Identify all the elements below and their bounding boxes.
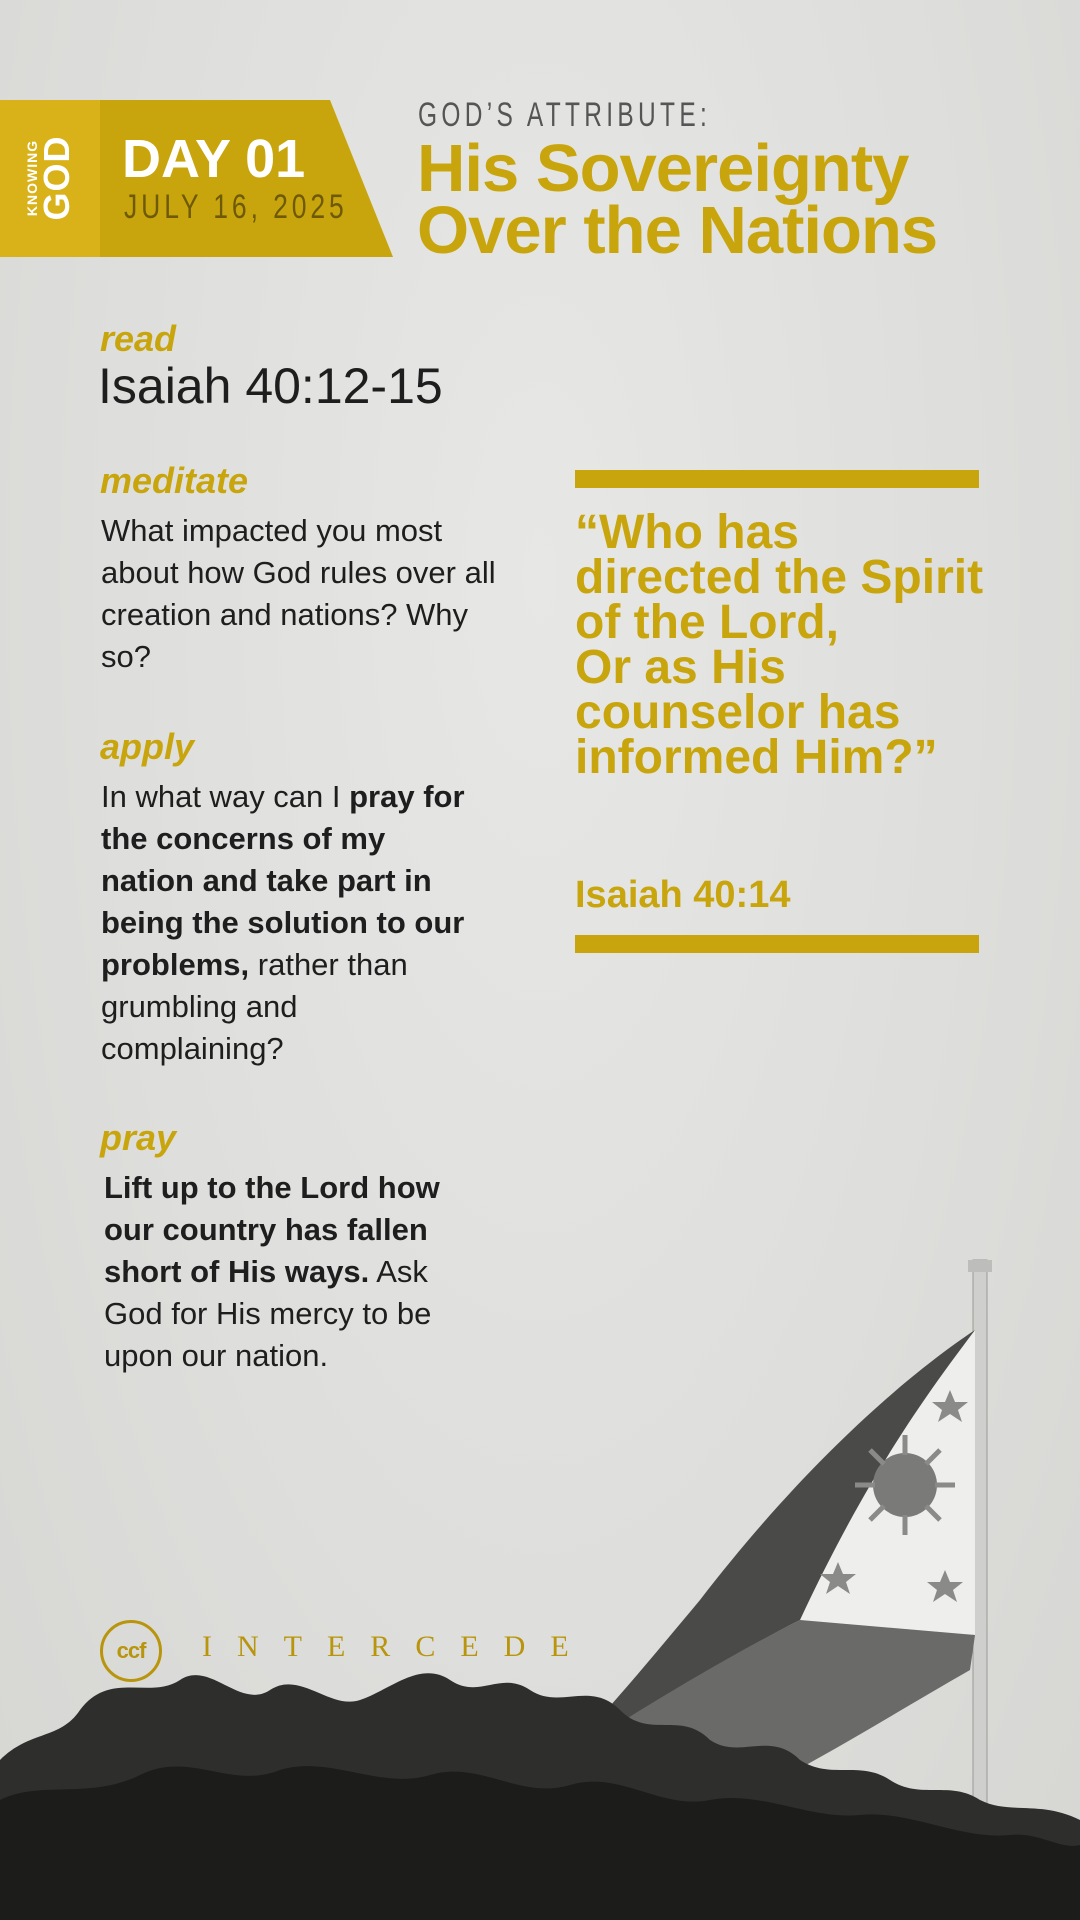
apply-text-before: In what way can I [101, 779, 350, 814]
read-reference: Isaiah 40:12-15 [98, 358, 443, 414]
quote-top-rule [575, 470, 979, 488]
apply-text-after: rather than grumbling and complaining? [101, 947, 408, 1066]
pray-text-bold: Lift up to the Lord how our country has fallen short of His ways. [104, 1170, 440, 1289]
day-label: DAY 01 [122, 129, 306, 189]
day-date: JULY 16, 2025 [124, 188, 348, 226]
flag-trees-image [0, 1240, 1080, 1920]
attribute-label: GOD’S ATTRIBUTE: [418, 96, 712, 134]
quote-text: “Who has directed the Spirit of the Lord, Or as His counselor has informed Him?” [575, 506, 984, 784]
apply-heading: apply [100, 726, 195, 767]
knowing-god-brand [25, 135, 75, 220]
quote-reference: Isaiah 40:14 [575, 874, 791, 916]
brand-small-text: KNOWING [24, 139, 40, 217]
apply-text [101, 776, 476, 1070]
badge-brand-strip [0, 100, 100, 257]
meditate-heading: meditate [100, 460, 249, 501]
intercede-brand: INTERCEDE [202, 1630, 594, 1663]
pray-text-after: Ask God for His mercy to be upon our nation. [104, 1254, 432, 1373]
read-heading: read [100, 318, 177, 359]
brand-big-text: GOD [36, 135, 77, 221]
day-badge [0, 100, 393, 257]
pray-heading: pray [100, 1117, 177, 1158]
meditate-text: What impacted you most about how God rules over all creation and nations? Why so? [101, 513, 496, 674]
ccf-logo-icon: ccf [100, 1620, 162, 1682]
quote-bottom-rule [575, 935, 979, 953]
apply-text-bold: pray for the concerns of my nation and take part in being the solution to our problems, [101, 779, 465, 982]
attribute-title: His Sovereignty Over the Nations [417, 131, 938, 268]
